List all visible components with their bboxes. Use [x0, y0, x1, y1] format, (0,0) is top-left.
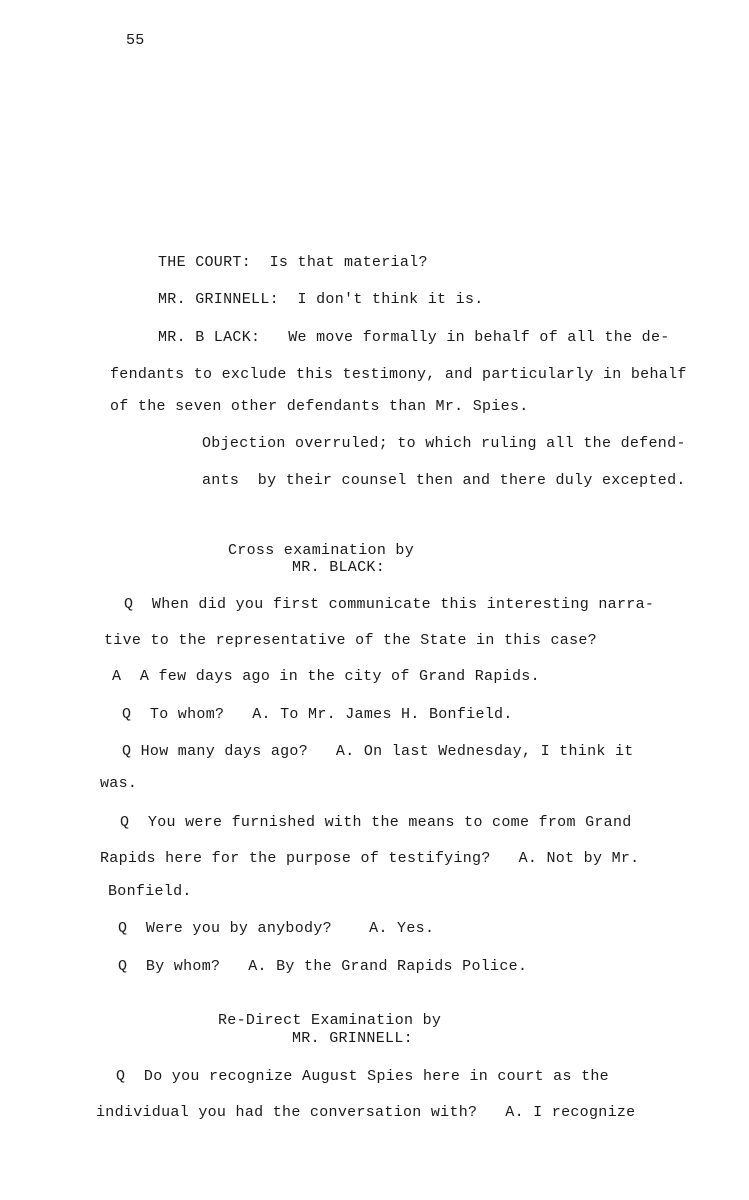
text-line: Q To whom? A. To Mr. James H. Bonfield. [122, 706, 513, 723]
text-line: of the seven other defendants than Mr. Spies. [110, 398, 529, 415]
text-line: Q Do you recognize August Spies here in court as the [116, 1068, 609, 1085]
text-line: Q By whom? A. By the Grand Rapids Police. [118, 958, 528, 975]
text-line: Bonfield. [108, 883, 192, 900]
text-line: MR. GRINNELL: I don't think it is. [158, 291, 484, 308]
section-heading: MR. BLACK: [292, 559, 386, 576]
text-line: individual you had the conversation with? A. I recognize [96, 1104, 636, 1121]
text-line: Q Were you by anybody? A. Yes. [118, 920, 435, 937]
text-line: MR. B LACK: We move formally in behalf of all the de- [158, 329, 670, 346]
text-line: fendants to exclude this testimony, and particularly in behalf [110, 366, 687, 383]
text-line: Q You were furnished with the means to come from Grand [120, 814, 632, 831]
section-heading: Cross examination by [228, 542, 415, 559]
text-line: Objection overruled; to which ruling all the defend- [202, 435, 686, 452]
text-line: Rapids here for the purpose of testifying? A. Not by Mr. [100, 850, 640, 867]
text-line: tive to the representative of the State in this case? [104, 632, 597, 649]
text-line: Q How many days ago? A. On last Wednesday, I think it [122, 743, 634, 760]
text-line: Q When did you first communicate this interesting narra- [124, 596, 655, 613]
text-line: was. [100, 775, 138, 792]
section-heading: Re-Direct Examination by [218, 1012, 442, 1029]
text-line: A A few days ago in the city of Grand Rapids. [112, 668, 540, 685]
text-line: ants by their counsel then and there duly excepted. [202, 472, 686, 489]
text-line: THE COURT: Is that material? [158, 254, 428, 271]
section-heading: MR. GRINNELL: [292, 1030, 413, 1047]
page-number: 55 [126, 32, 145, 49]
